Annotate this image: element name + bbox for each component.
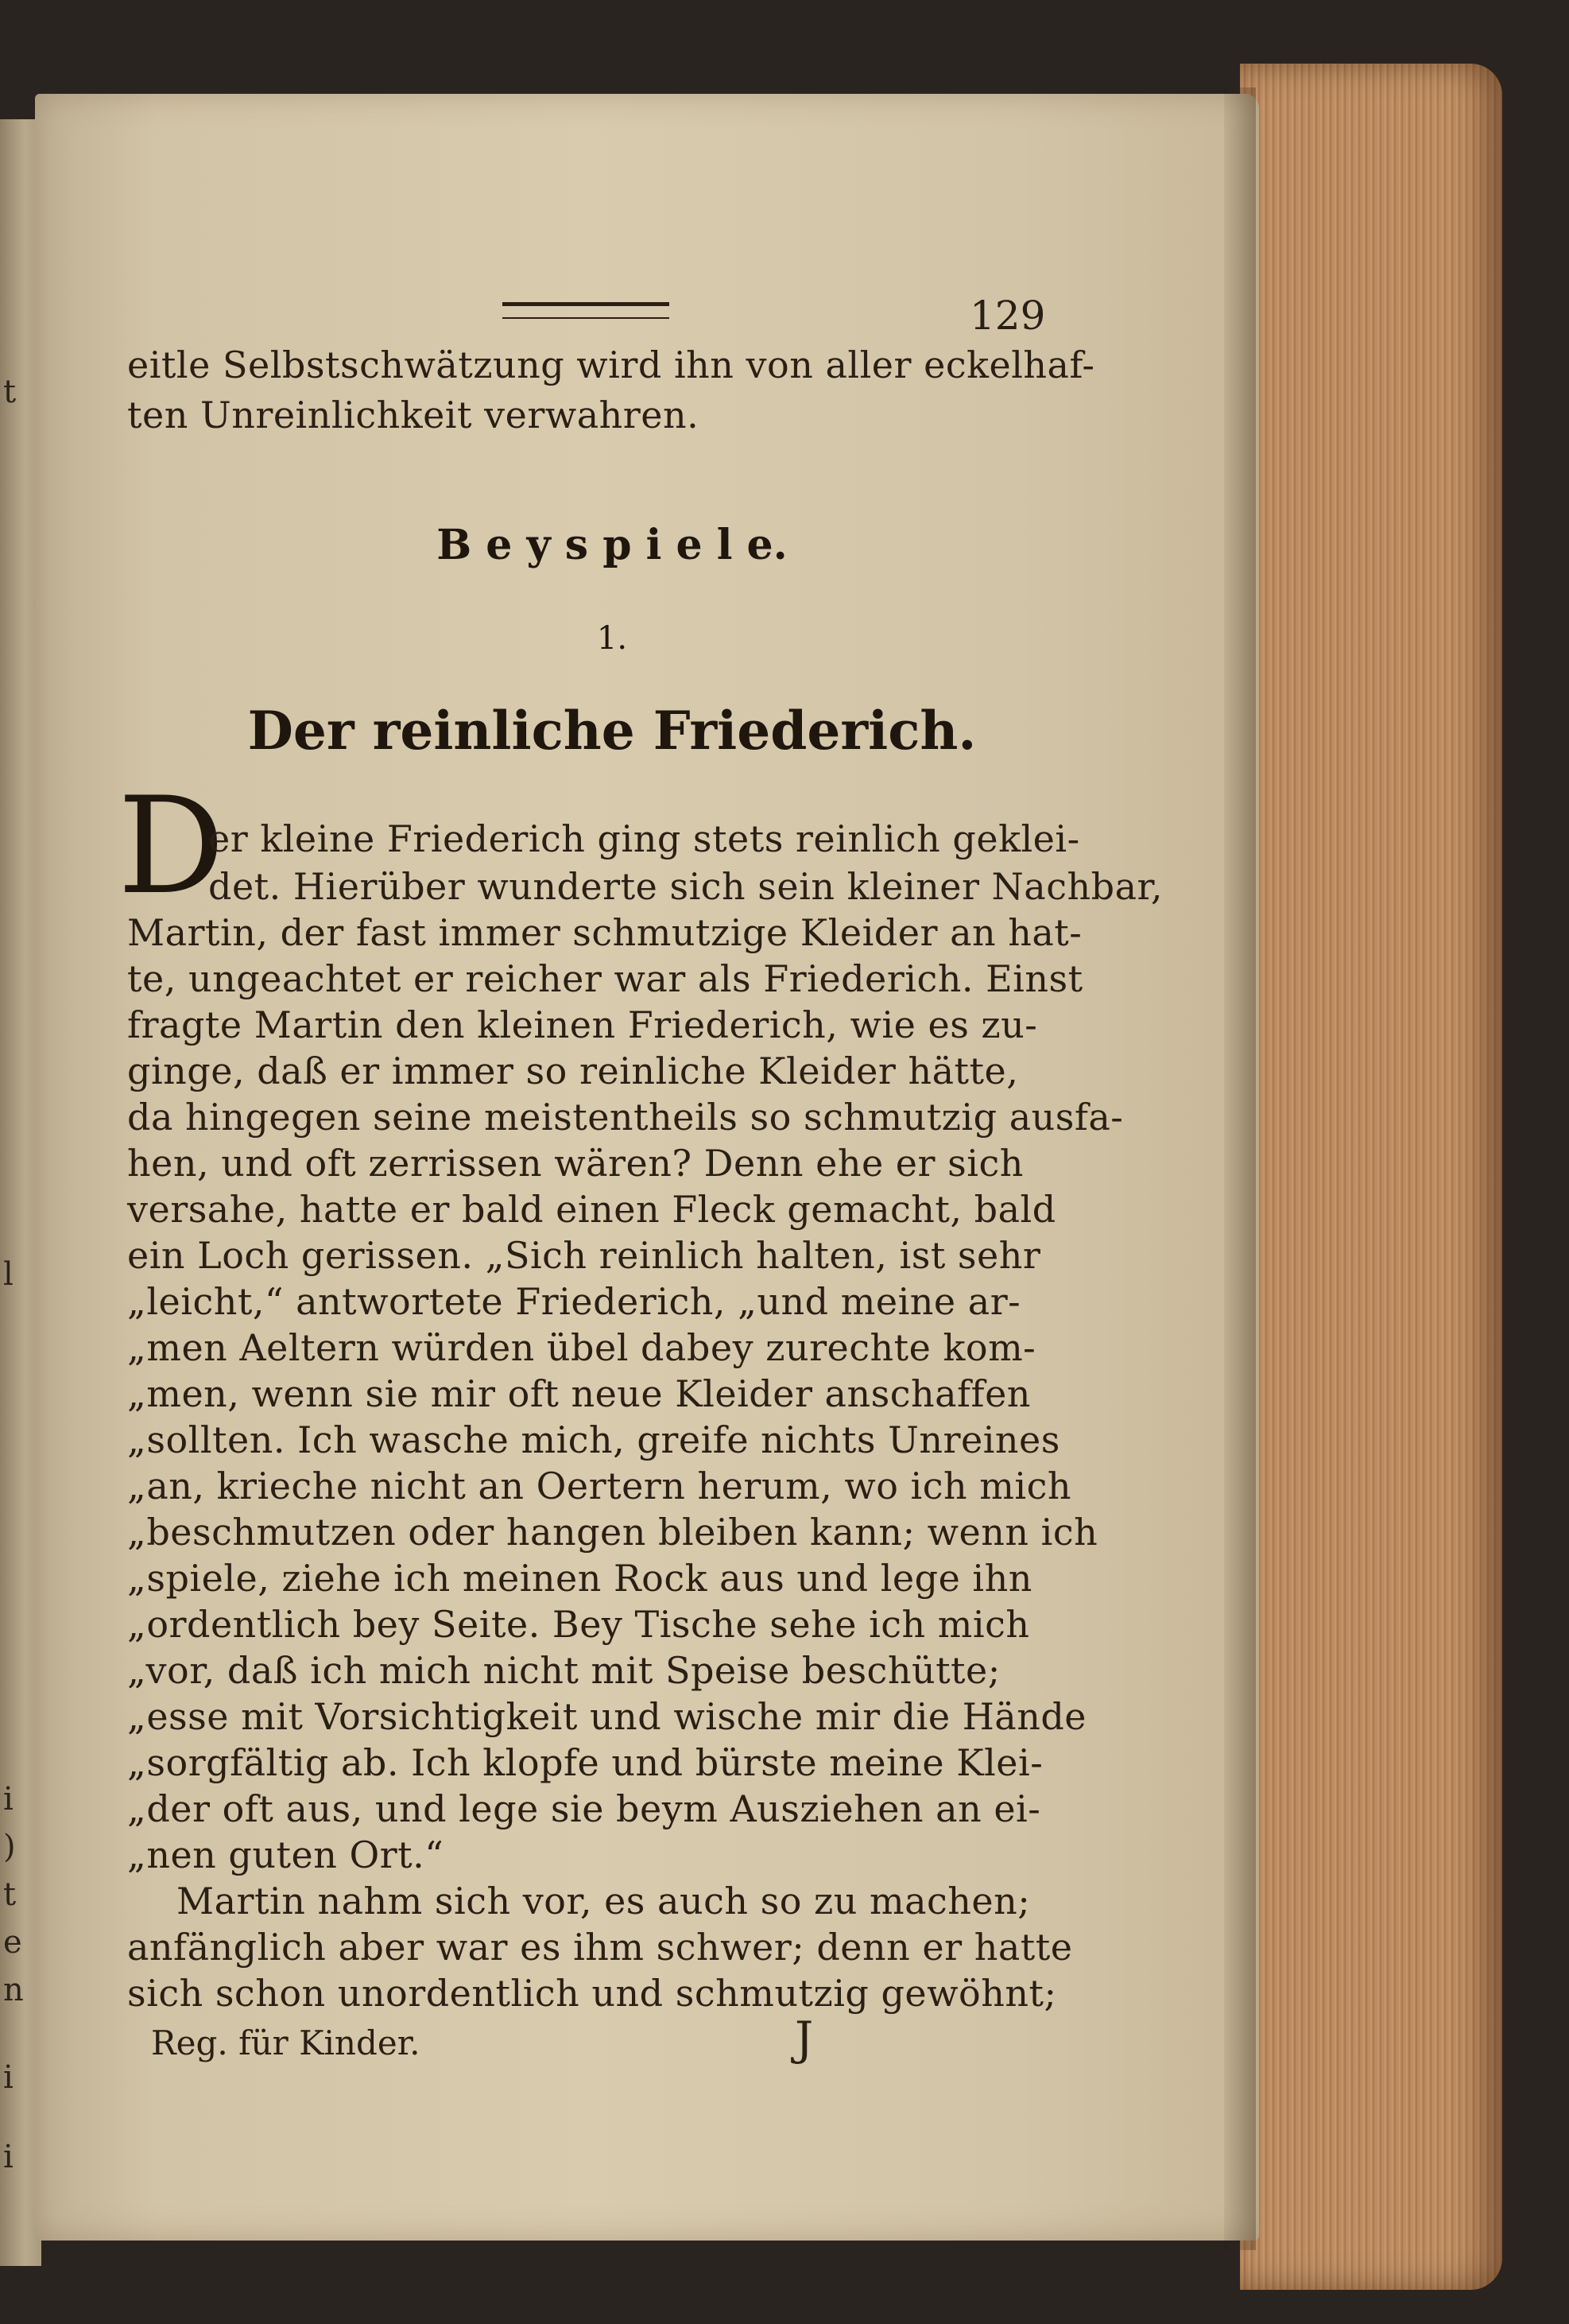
body-line: anfänglich aber war es ihm schwer; denn er hatte: [127, 1926, 1073, 1969]
body-line: „spiele, ziehe ich meinen Rock aus und lege ihn: [127, 1557, 1032, 1600]
left-page-fragment: i: [3, 1781, 14, 1818]
story-title: Der reinliche Friederich.: [247, 700, 977, 762]
footer-title: Reg. für Kinder.: [151, 2023, 420, 2062]
body-line: er kleine Friederich ging stets reinlich geklei-: [208, 817, 1080, 860]
body-line: hen, und oft zerrissen wären? Denn ehe er sich: [127, 1142, 1024, 1185]
body-line: „esse mit Vorsichtigkeit und wische mir die Hände: [127, 1695, 1087, 1738]
body-line: sich schon unordentlich und schmutzig gewöhnt;: [127, 1972, 1057, 2015]
page-number: 129: [970, 293, 1046, 339]
left-page-fragment: ): [3, 1829, 16, 1865]
body-line: „men Aeltern würden übel dabey zurechte kom-: [127, 1326, 1036, 1369]
body-line: „leicht,“ antwortete Friederich, „und meine ar-: [127, 1280, 1021, 1323]
left-page-fragment: l: [3, 1256, 14, 1293]
body-line: versahe, hatte er bald einen Fleck gemacht, bald: [127, 1188, 1056, 1231]
story-number: 1.: [596, 620, 628, 657]
section-heading: B e y s p i e l e.: [436, 521, 788, 569]
left-page-fragment: t: [3, 374, 17, 410]
drop-cap: D: [118, 768, 225, 924]
left-page-fragment: t: [3, 1876, 17, 1913]
body-line: „vor, daß ich mich nicht mit Speise beschütte;: [127, 1649, 1001, 1692]
carryover-line: eitle Selbstschwätzung wird ihn von aller eckelhaf-: [127, 343, 1095, 386]
body-line: ginge, daß er immer so reinliche Kleider hätte,: [127, 1049, 1019, 1092]
left-page-fragment: i: [3, 2139, 14, 2175]
body-line: „nen guten Ort.“: [127, 1833, 444, 1876]
header-rule: [502, 302, 669, 319]
page-edge-shadow: [1224, 87, 1256, 2250]
body-line: „der oft aus, und lege sie beym Ausziehen an ei-: [127, 1787, 1041, 1830]
carryover-line: ten Unreinlichkeit verwahren.: [127, 394, 699, 436]
body-line: „ordentlich bey Seite. Bey Tische sehe ich mich: [127, 1603, 1030, 1646]
body-line: ein Loch gerissen. „Sich reinlich halten, ist sehr: [127, 1234, 1041, 1277]
body-line: da hingegen seine meistentheils so schmutzig ausfa-: [127, 1096, 1124, 1139]
body-line: fragte Martin den kleinen Friederich, wie es zu-: [127, 1003, 1038, 1046]
body-line: „an, krieche nicht an Oertern herum, wo ich mich: [127, 1465, 1071, 1507]
body-line: Martin, der fast immer schmutzige Kleider an hat-: [127, 911, 1083, 954]
left-page-fragment: n: [3, 1972, 24, 2008]
book-fore-edge: [1240, 64, 1502, 2290]
left-page-fragment: e: [3, 1924, 22, 1961]
signature-mark: J: [795, 2012, 814, 2066]
left-page-fragment: i: [3, 2059, 14, 2096]
body-line: Martin nahm sich vor, es auch so zu machen;: [176, 1880, 1031, 1922]
body-line: „sollten. Ich wasche mich, greife nichts Unreines: [127, 1418, 1060, 1461]
body-line: te, ungeachtet er reicher war als Friederich. Einst: [127, 957, 1083, 1000]
body-line: „sorgfältig ab. Ich klopfe und bürste meine Klei-: [127, 1741, 1044, 1784]
body-line: det. Hierüber wunderte sich sein kleiner Nachbar,: [208, 865, 1164, 908]
body-line: „men, wenn sie mir oft neue Kleider anschaffen: [127, 1372, 1031, 1415]
body-line: „beschmutzen oder hangen bleiben kann; wenn ich: [127, 1511, 1098, 1554]
